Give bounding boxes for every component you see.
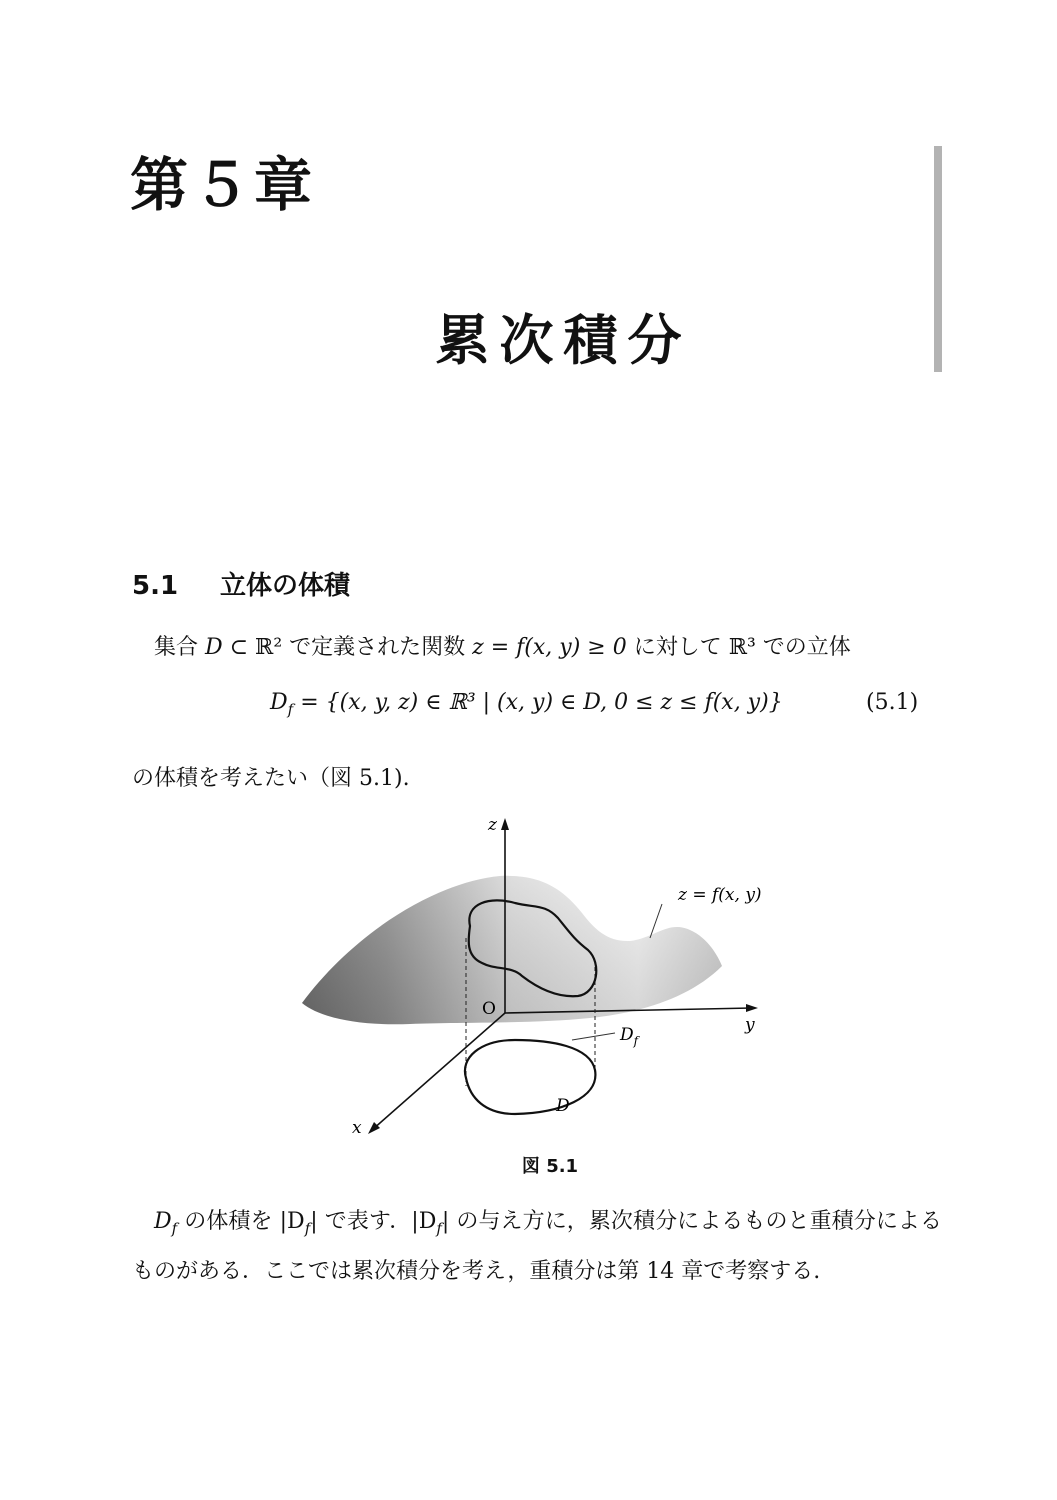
section-number: 5.1	[132, 571, 179, 601]
section-heading	[132, 565, 350, 602]
p1-text-c: に対して ℝ³ での立体	[626, 635, 851, 660]
paragraph-2: の体積を考えたい（図 5.1).	[132, 766, 410, 791]
region-label: D	[556, 1096, 570, 1116]
paragraph-3	[132, 1200, 942, 1294]
y-axis-arrow	[746, 1004, 758, 1012]
surface-shading	[302, 876, 722, 1024]
x-axis	[372, 1013, 505, 1130]
figure-svg	[290, 808, 790, 1148]
solid-label-leader	[572, 1033, 615, 1040]
p3-math-D: D	[154, 1209, 172, 1234]
chapter-title: 累次積分	[435, 309, 692, 372]
origin-label: O	[482, 999, 496, 1019]
equation-number: (5.1)	[866, 690, 919, 715]
y-axis-label: y	[745, 1015, 755, 1035]
p1-text-a: 集合	[154, 635, 205, 660]
p3-math-sub-2: f	[304, 1219, 311, 1238]
p3-text-3: | で表す．|D	[310, 1209, 437, 1234]
region-D-curve	[465, 1040, 595, 1114]
p3-text-4: | の与え方に，累次積分によるものと重積分によるものがある．ここでは累次積分を考え，重積分は第 14 章で考察する.	[132, 1209, 942, 1285]
solid-label: $D_f$	[620, 1025, 639, 1048]
p3-text-2: の体積を |D	[177, 1209, 305, 1234]
p1-text-b: ⊂ ℝ² で定義された関数	[222, 635, 473, 660]
paragraph-1	[132, 626, 942, 670]
p3-math-sub-1: f	[171, 1219, 178, 1238]
eq-lhs: D	[270, 690, 288, 715]
p3-math-sub-3: f	[436, 1219, 442, 1238]
display-equation	[270, 690, 783, 718]
p1-math-D: D	[205, 635, 223, 660]
chapter-number: 第５章	[130, 151, 317, 219]
figure-5-1	[290, 808, 790, 1152]
z-axis-label: z	[488, 815, 497, 835]
x-axis-label: x	[352, 1118, 362, 1138]
z-axis-arrow	[501, 818, 509, 830]
p1-math-expr: z = f(x, y) ≥ 0	[472, 635, 627, 660]
eq-rhs: = {(x, y, z) ∈ ℝ³ | (x, y) ∈ D, 0 ≤ z ≤ f(x, y)}	[293, 690, 783, 715]
section-title: 立体の体積	[220, 571, 351, 601]
eq-lhs-sub: f	[287, 700, 294, 719]
figure-caption: 図 5.1	[521, 1156, 579, 1177]
surface-label: z = f(x, y)	[678, 885, 762, 905]
